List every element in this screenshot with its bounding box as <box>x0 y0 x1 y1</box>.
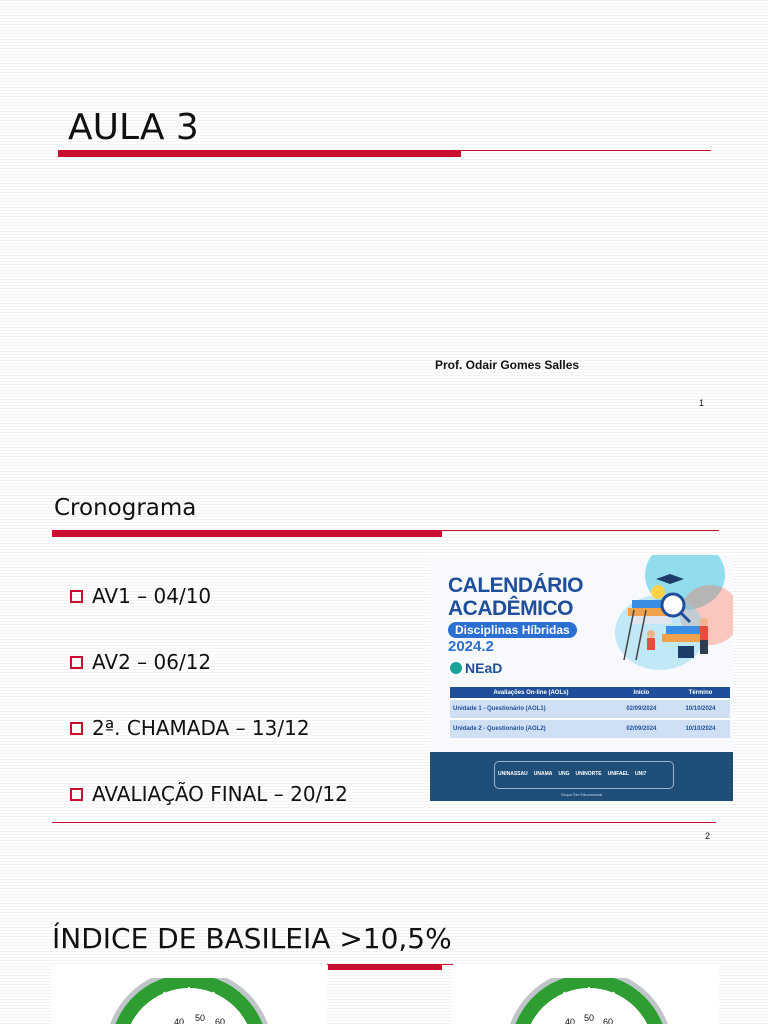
calendar-title-line2: ACADÊMICO <box>448 597 573 620</box>
gauge-tick-label: 50 <box>584 1013 595 1023</box>
slide-2 <box>0 440 768 860</box>
page-number-2: 2 <box>705 831 711 841</box>
table-cell: Unidade 2 - Questionário (AOL2) <box>450 719 612 738</box>
gauge-left <box>52 964 327 1024</box>
calendar-title-line1: CALENDÁRIO <box>448 574 583 597</box>
bullet-square-icon <box>70 788 83 801</box>
bullet-square-icon <box>70 722 83 735</box>
slide-3-title-rule-accent <box>328 964 442 970</box>
table-header: Avaliações On-line (AOLs) <box>450 687 612 699</box>
brand-label: UNI7 <box>634 771 647 777</box>
gauge-dial-icon <box>104 978 274 1024</box>
illustration-icon <box>618 570 728 665</box>
table-cell: 02/09/2024 <box>612 719 671 738</box>
table-header: Término <box>671 687 730 699</box>
brand-label: UNG <box>558 771 570 777</box>
nead-logo-icon <box>450 662 462 674</box>
slide-3 <box>0 860 768 1024</box>
slide-2-bottom-rule <box>52 822 716 823</box>
calendar-table <box>450 687 730 738</box>
gauge-right <box>453 964 719 1024</box>
slide-2-title-rule-accent <box>52 531 442 537</box>
calendar-subtitle: Disciplinas Híbridas <box>448 622 577 638</box>
table-row <box>450 719 730 738</box>
gauge-tick-label: 60 <box>215 1017 226 1024</box>
page-number-1: 1 <box>699 398 705 408</box>
slide-1-title: AULA 3 <box>68 107 199 148</box>
bullet-square-icon <box>70 656 83 669</box>
table-cell: 10/10/2024 <box>671 719 730 738</box>
gauge-tick-label: 40 <box>565 1017 576 1024</box>
list-item: AV1 – 04/10 <box>70 563 348 629</box>
footer-group: Grupo Ser Educacional <box>560 792 603 797</box>
slide-1 <box>0 0 768 440</box>
calendar-footer <box>430 752 733 801</box>
table-cell: 10/10/2024 <box>671 699 730 719</box>
table-row <box>450 699 730 719</box>
gauge-tick-label: 50 <box>195 1013 206 1023</box>
list-item: AV2 – 06/12 <box>70 629 348 695</box>
gauge-tick-label: 60 <box>603 1017 614 1024</box>
academic-calendar-image <box>430 555 733 801</box>
nead-logo: NEaD <box>450 660 502 676</box>
brand-label: UNINORTE <box>575 771 602 777</box>
table-cell: 02/09/2024 <box>612 699 671 719</box>
list-item: 2ª. CHAMADA – 13/12 <box>70 695 348 761</box>
gauge-tick-label: 40 <box>174 1017 185 1024</box>
slide-1-title-rule-accent <box>58 151 461 157</box>
footer-brands <box>498 771 646 777</box>
professor-name: Prof. Odair Gomes Salles <box>435 358 580 372</box>
table-cell: Unidade 1 - Questionário (AOL1) <box>450 699 612 719</box>
brand-label: UNIFAEL <box>607 771 629 777</box>
slide-3-title: ÍNDICE DE BASILEIA >10,5% <box>52 922 452 955</box>
brand-label: UNINASSAU <box>498 771 528 777</box>
list-item: AVALIAÇÃO FINAL – 20/12 <box>70 761 348 827</box>
brand-label: UNAMA <box>533 771 553 777</box>
calendar-year: 2024.2 <box>448 638 494 655</box>
table-header: Início <box>612 687 671 699</box>
slide-2-title: Cronograma <box>54 495 197 521</box>
bullet-square-icon <box>70 590 83 603</box>
schedule-list <box>70 563 348 827</box>
